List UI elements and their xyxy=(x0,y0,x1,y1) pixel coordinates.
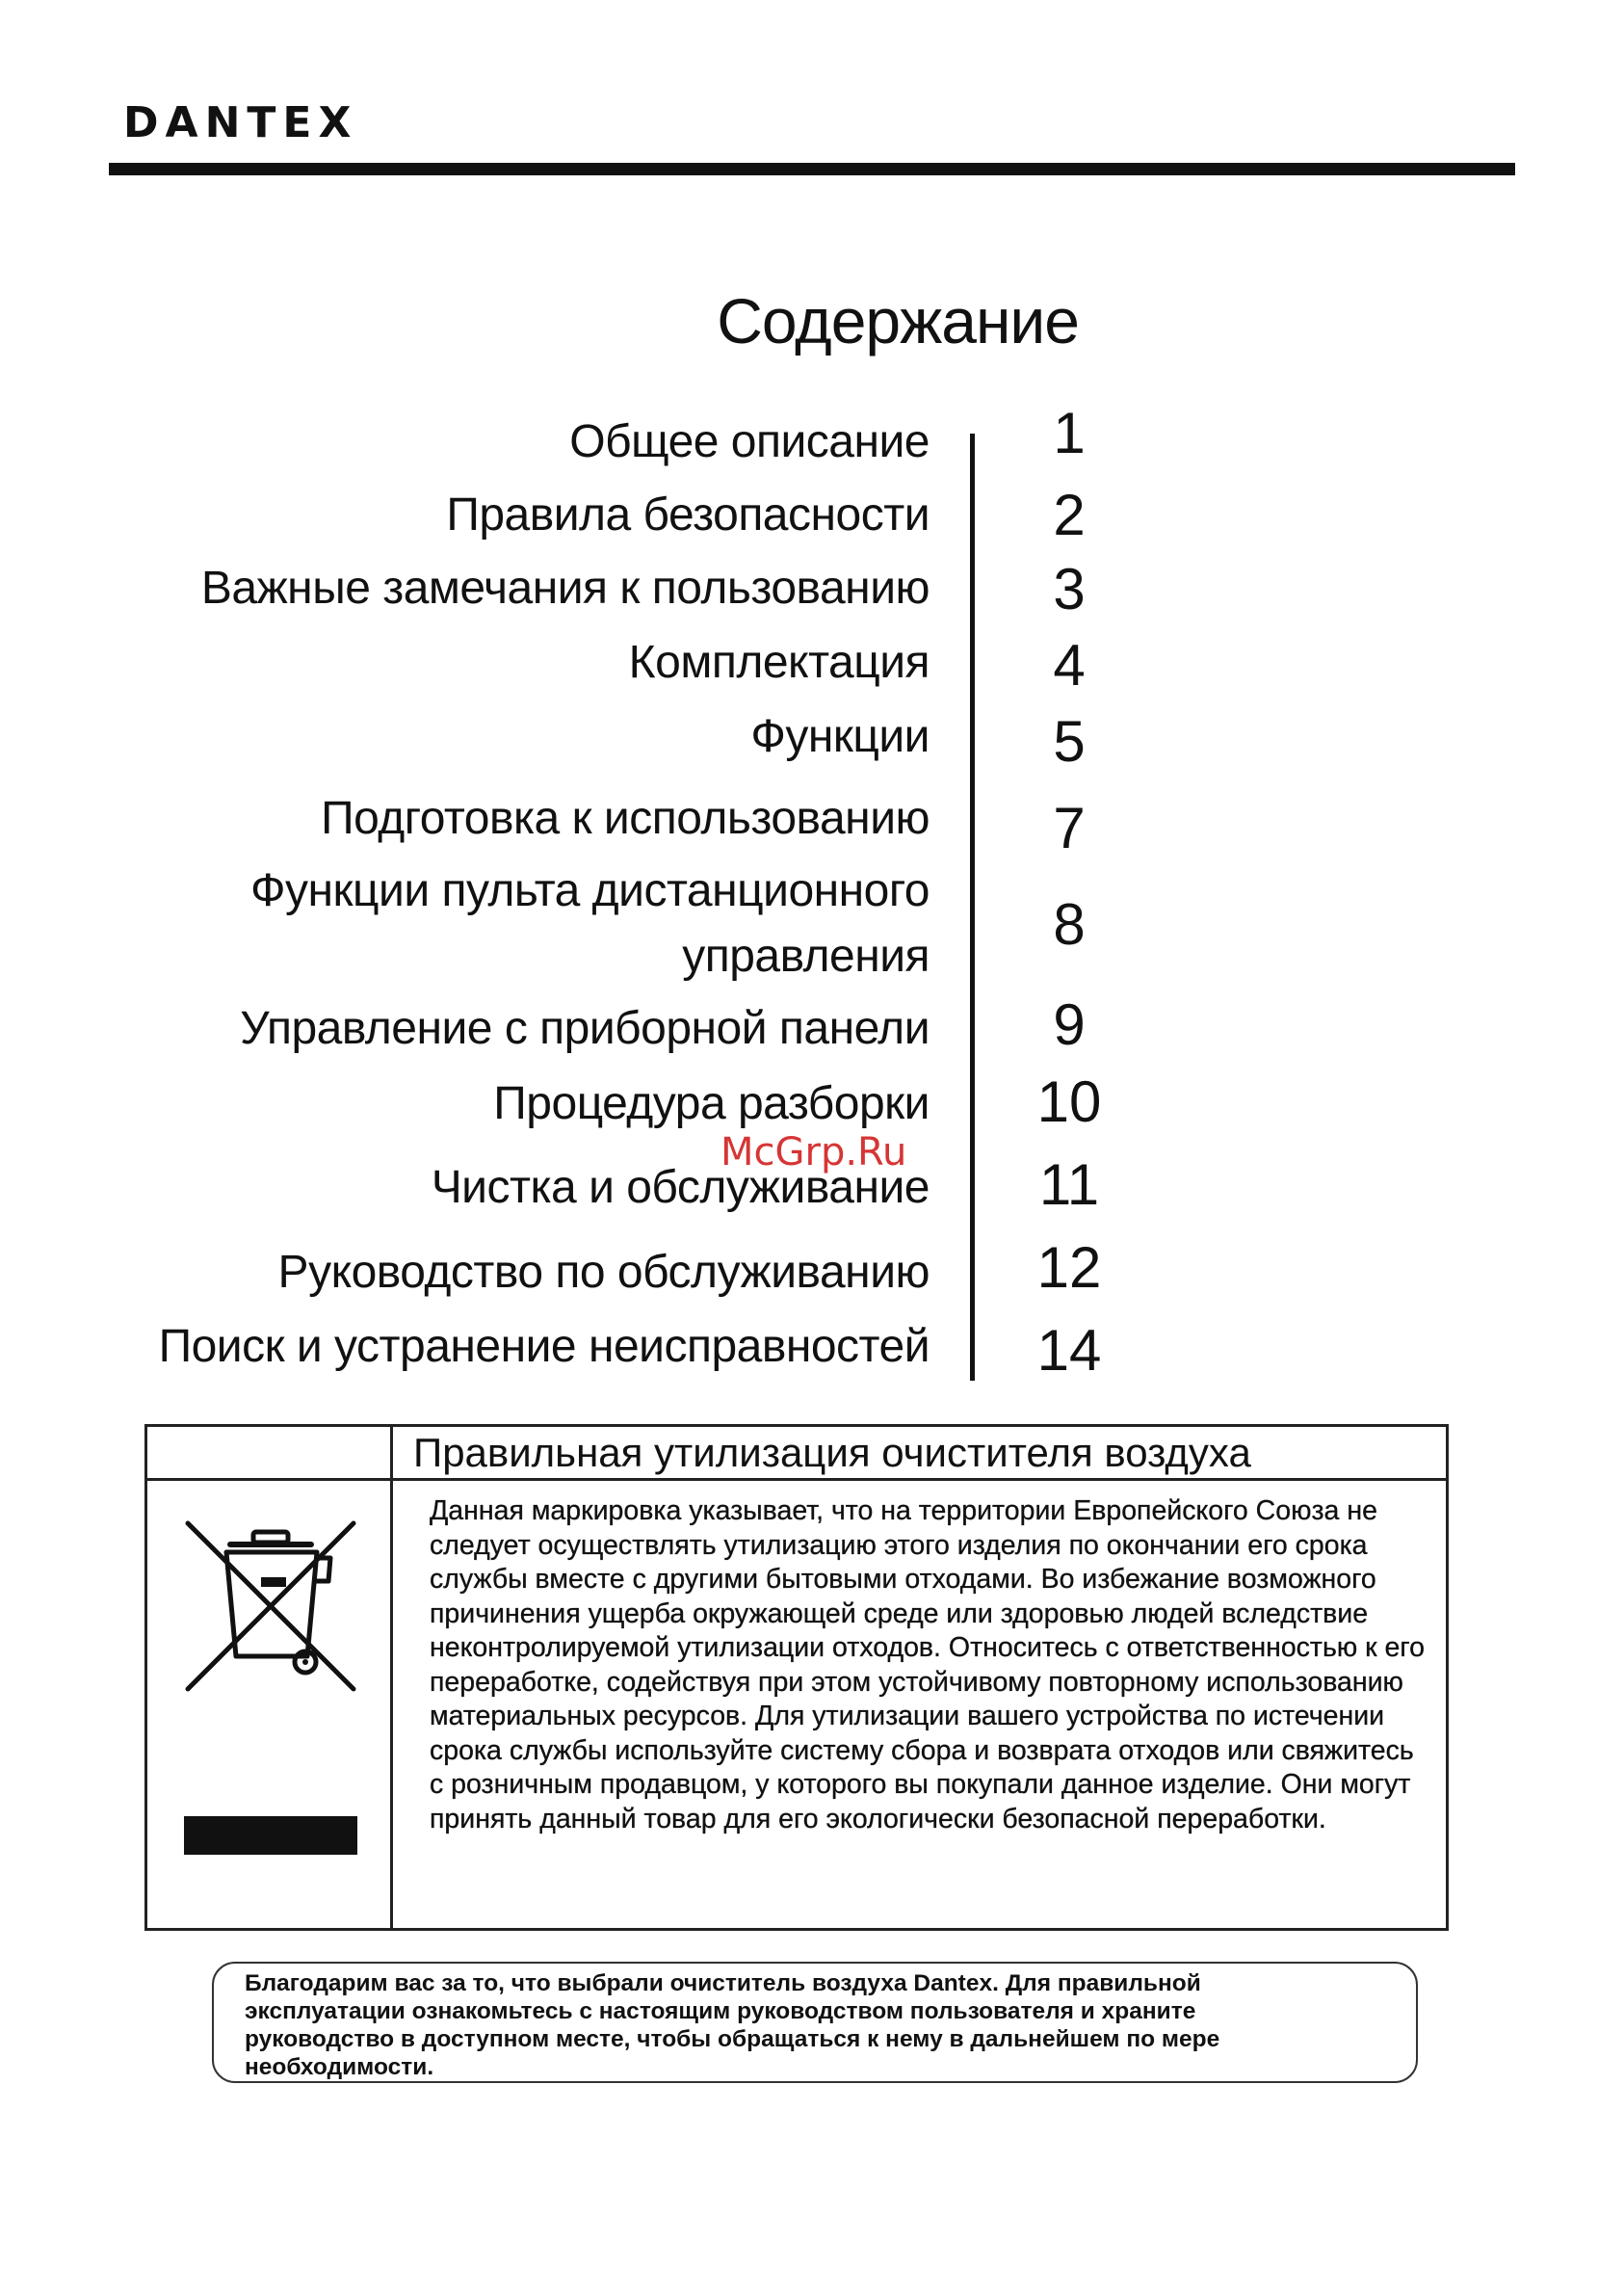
toc-entry-page: 11 xyxy=(1038,1152,1100,1217)
toc-entry-label: Комплектация xyxy=(628,637,930,688)
toc-divider xyxy=(970,434,975,1381)
toc-entry-page: 4 xyxy=(1053,633,1086,698)
toc-entry-page: 14 xyxy=(1036,1318,1102,1383)
toc-entry-page: 8 xyxy=(1053,892,1086,957)
thanks-note-box xyxy=(212,1962,1418,2083)
table-divider-horizontal xyxy=(147,1478,1446,1481)
toc-entry-page: 3 xyxy=(1053,557,1086,621)
toc-title: Содержание xyxy=(717,285,1079,356)
crossed-out-wheelie-bin-icon xyxy=(180,1514,363,1697)
toc-entry-label: Функции xyxy=(750,711,930,762)
toc-entry-label: Руководство по обслуживанию xyxy=(277,1247,930,1298)
toc-entry-page: 2 xyxy=(1053,483,1086,547)
thanks-note-text: Благодарим вас за то, что выбрали очиститель воздуха Dantex. Для правильной эксплуатации ознакомьтесь с настоящим руководством пользователя и храните руководство в доступном месте, чтобы обращаться к нему в дальнейшем по мере необходимости. xyxy=(245,1970,1220,2080)
table-divider-vertical xyxy=(390,1427,393,1928)
toc-entry-label: Функции пульта дистанционного управления xyxy=(250,865,930,982)
header-rule xyxy=(109,163,1515,175)
toc-entry-label: Правила безопасности xyxy=(446,489,930,541)
disposal-paragraph: Данная маркировка указывает, что на территории Европейского Союза не следует осуществлять утилизацию этого изделия по окончании его срока службы вместе с другими бытовыми отходами. Во избежание возможного причинения ущерба окружающей среде или здоровью людей вследствие неконтролируемой утилизации отходов. Относитесь с ответственностью к его переработке, содействуя при этом устойчивому повторному использованию материальных ресурсов. Для утилизации вашего устройства по истечении срока службы используйте систему сбора и возврата отходов или свяжитесь с розничным продавцом, у которого вы покупали данное изделие. Они могут принять данный товар для его экологически безопасной переработки. xyxy=(430,1495,1425,1834)
disposal-heading: Правильная утилизация очистителя воздуха xyxy=(413,1430,1251,1475)
toc-entry-page: 9 xyxy=(1053,992,1086,1057)
toc-entry-label: Управление с приборной панели xyxy=(240,1003,930,1054)
toc-entry-label: Общее описание xyxy=(569,416,930,467)
toc-entry-label: Поиск и устранение неисправностей xyxy=(158,1321,930,1372)
toc-entry-page: 12 xyxy=(1036,1235,1102,1300)
toc-entry-page: 10 xyxy=(1036,1069,1102,1134)
toc-entry-label: Чистка и обслуживание xyxy=(431,1162,930,1213)
weee-solid-bar xyxy=(184,1816,357,1855)
toc-entry-label: Процедура разборки xyxy=(493,1078,930,1129)
disposal-table xyxy=(144,1424,1449,1931)
watermark: McGrp.Ru xyxy=(720,1130,907,1174)
toc-entry-label: Важные замечания к пользованию xyxy=(200,563,930,614)
brand-logo: DANTEX xyxy=(123,98,358,147)
toc-entry-page: 5 xyxy=(1053,709,1086,774)
toc-entry-label: Подготовка к использованию xyxy=(321,793,930,844)
toc-entry-page: 7 xyxy=(1053,796,1086,860)
toc-entry-page: 1 xyxy=(1053,401,1086,465)
